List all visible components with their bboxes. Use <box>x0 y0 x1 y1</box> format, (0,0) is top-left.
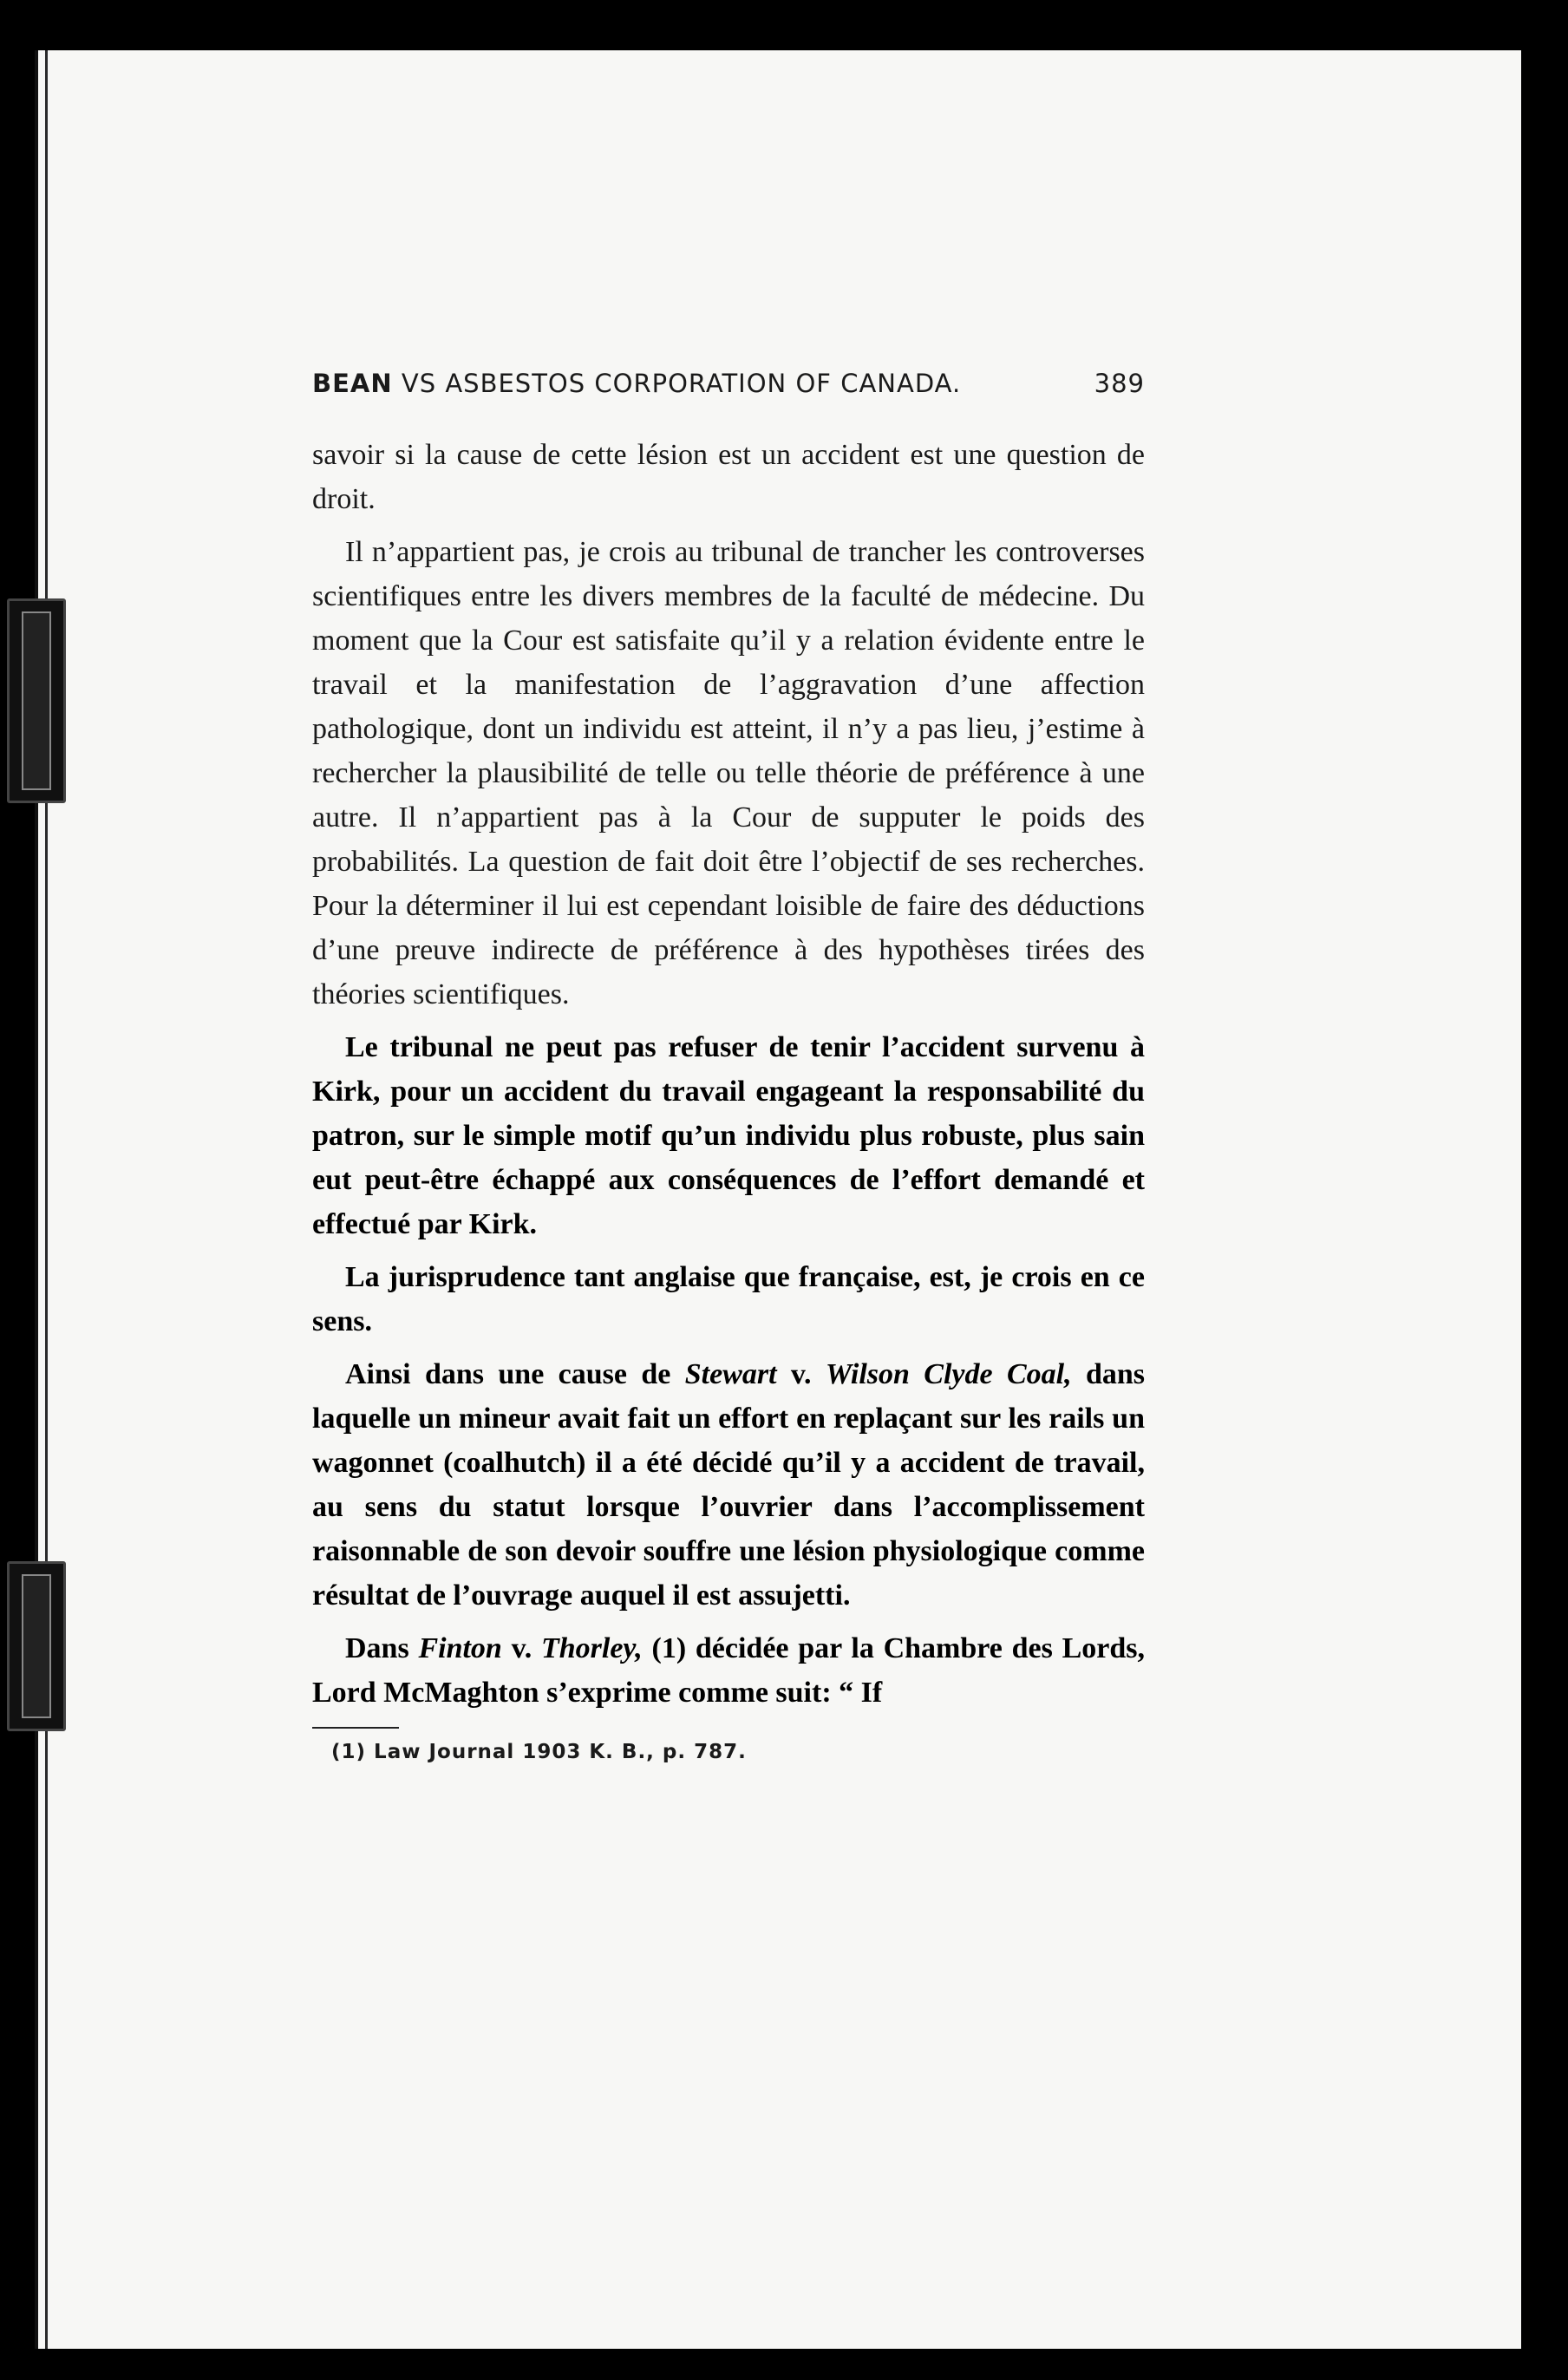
footnote: (1) Law Journal 1903 K. B., p. 787. <box>331 1741 747 1763</box>
binding-clip-upper <box>7 598 66 803</box>
paragraph-1: savoir si la cause de cette lésion est un accident est une question de droit. <box>312 439 1145 515</box>
binding-clip-lower <box>7 1561 66 1731</box>
case-name-wilson-clyde-coal: Wilson Clyde Coal, <box>825 1358 1072 1390</box>
case-name-finton: Finton <box>418 1632 502 1664</box>
paragraph-6-versus: v. <box>501 1632 541 1664</box>
paragraph-5-versus: v. <box>776 1358 826 1390</box>
paragraph-6-text-before: Dans <box>345 1632 419 1664</box>
binding-clip-upper-inner <box>22 611 51 790</box>
page-number: 389 <box>1094 369 1145 398</box>
paragraph-5-text-after: dans laquelle un mineur avait fait un effort en replaçant sur les rails un wagonnet (coalhutch) il a été décidé qu’il y a accident de travail, au sens du statut lorsque l’ouvrier dans l’accomplissement raisonnable de son devoir souffre une lésion physiologique comme résultat de l’ouvrage auquel il est assujetti. <box>312 1358 1145 1612</box>
footnote-rule <box>312 1727 399 1729</box>
paragraph-6 <box>312 1626 1145 1715</box>
paragraph-2: Il n’appartient pas, je crois au tribunal de trancher les controverses scientifiques entre les divers membres de la faculté de médecine. Du moment que la Cour est satisfaite qu’il y a relation évidente entre le travail et la manifestation de l’aggravation d’une affection pathologique, dont un individu est atteint, il n’y a pas lieu, j’estime à rechercher la plausibilité de telle ou telle théorie de préférence à une autre. Il n’appartient pas à la Cour de supputer le poids des probabilités. La question de fait doit être l’objectif de ses recherches. Pour la déterminer il lui est cependant loisible de faire des déductions d’une preuve indirecte de préférence à des hypothèses tirées des théories scientifiques. <box>312 536 1145 1010</box>
case-name-thorley: Thorley, <box>540 1632 643 1664</box>
running-title-first-word: BEAN <box>312 369 393 398</box>
page-text-block <box>312 369 1145 1767</box>
page-gutter-edge <box>45 50 48 2349</box>
paragraph-5 <box>312 1352 1145 1618</box>
running-title <box>312 369 961 398</box>
running-header <box>312 369 1145 398</box>
paragraph-4: La jurisprudence tant anglaise que française, est, je crois en ce sens. <box>312 1261 1145 1337</box>
paragraph-3: Le tribunal ne peut pas refuser de tenir l’accident survenu à Kirk, pour un accident du travail engageant la responsabilité du patron, sur le simple motif qu’un individu plus robuste, plus sain eut peut-être échappé aux conséquences de l’effort demandé et effectué par Kirk. <box>312 1031 1145 1240</box>
case-name-stewart: Stewart <box>684 1358 777 1390</box>
paragraph-5-text-before: Ainsi dans une cause de <box>345 1358 685 1390</box>
paragraph-6-text-after: (1) décidée par la Chambre des Lords, Lord McMaghton s’exprime comme suit: “ If <box>312 1632 1145 1709</box>
binding-clip-lower-inner <box>22 1574 51 1718</box>
running-title-rest: VS ASBESTOS CORPORATION OF CANADA. <box>401 369 962 398</box>
